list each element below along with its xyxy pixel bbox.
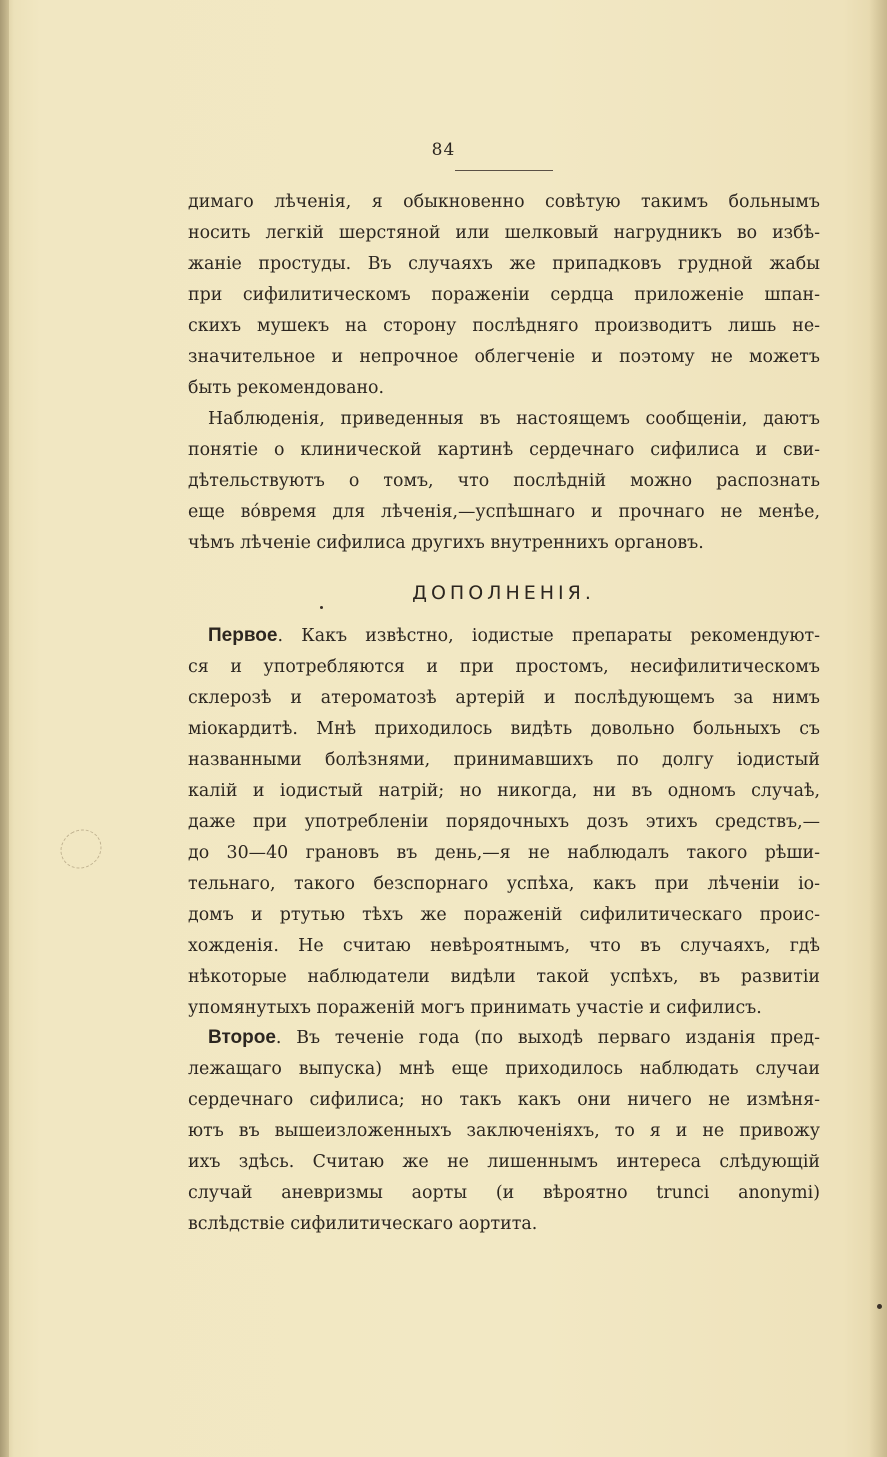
text-line: до 30—40 грановъ въ день,—я не наблюдалъ такого рѣши-: [188, 843, 820, 863]
text-line: названными болѣзнями, принимавшихъ по долгу іодистый: [188, 750, 820, 770]
text-line: понятіе о клинической картинѣ сердечнаго сифилиса и сви-: [188, 440, 820, 460]
text-line: значительное и непрочное облегченіе и поэтому не можетъ: [188, 347, 820, 367]
text-line: ся и употребляются и при простомъ, несифилитическомъ: [188, 657, 820, 677]
text-line: дѣтельствуютъ о томъ, что послѣдній можно распознать: [188, 471, 820, 491]
text-line: сердечнаго сифилиса; но такъ какъ они ничего не измѣня-: [188, 1090, 820, 1110]
addendum-lead-word: Второе: [208, 1027, 276, 1048]
text-line: міокардитѣ. Мнѣ приходилось видѣть довольно больныхъ съ: [188, 719, 820, 739]
addendum-second: [188, 1022, 820, 1240]
text-line: [188, 1022, 820, 1054]
text-line: носить легкій шерстяной или шелковый нагрудникъ во избѣ-: [188, 223, 820, 243]
ink-speck: [320, 606, 323, 609]
page-binding-edge: [0, 0, 9, 1457]
section-heading: ДОПОЛНЕНІЯ.: [412, 582, 595, 604]
text-line: димаго лѣченія, я обыкновенно совѣтую такимъ больнымъ: [188, 192, 820, 212]
text-line: хожденія. Не считаю невѣроятнымъ, что въ случаяхъ, гдѣ: [188, 936, 820, 956]
text-line: нѣкоторые наблюдатели видѣли такой успѣхъ, въ развитіи: [188, 967, 820, 987]
text-line: тельнаго, такого безспорнаго успѣха, какъ при лѣченіи іо-: [188, 874, 820, 894]
text-line: склерозѣ и атероматозѣ артерій и послѣдующемъ за нимъ: [188, 688, 820, 708]
ink-speck: [877, 1304, 882, 1309]
text-line: скихъ мушекъ на сторону послѣдняго производитъ лишь не-: [188, 316, 820, 336]
text-line: быть рекомендовано.: [188, 378, 385, 398]
text-line-rest: . Какъ извѣстно, іодистые препараты рекомендуют-: [277, 626, 820, 646]
addendum-lead-word: Первое: [208, 625, 278, 646]
text-line: Наблюденія, приведенныя въ настоящемъ сообщеніи, даютъ: [208, 409, 820, 429]
text-line: ютъ въ вышеизложенныхъ заключеніяхъ, то я и не привожу: [188, 1121, 820, 1141]
text-line: даже при употребленіи порядочныхъ дозъ этихъ средствъ,—: [188, 812, 820, 832]
text-line: лежащаго выпуска) мнѣ еще приходилось наблюдать случаи: [188, 1059, 820, 1079]
text-line: ихъ здѣсь. Считаю же не лишеннымъ интереса слѣдующій: [188, 1152, 820, 1172]
text-line: еще вóвремя для лѣченія,—успѣшнаго и прочнаго не менѣе,: [188, 502, 820, 522]
text-line: [188, 620, 820, 652]
text-line: при сифилитическомъ пораженіи сердца приложеніе шпан-: [188, 285, 820, 305]
text-line: домъ и ртутью тѣхъ же пораженій сифилитическаго проис-: [188, 905, 820, 925]
text-line-rest: . Въ теченіе года (по выходѣ перваго изданія пред-: [275, 1028, 820, 1048]
page-number-rule: [455, 170, 553, 171]
page-number: 84: [431, 140, 456, 160]
faded-stamp-mark: [53, 822, 108, 876]
text-line: вслѣдствіе сифилитическаго аортита.: [188, 1214, 538, 1234]
text-line: калій и іодистый натрій; но никогда, ни въ одномъ случаѣ,: [188, 781, 820, 801]
text-line: случай аневризмы аорты (и вѣроятно trunci anonymi): [188, 1183, 820, 1203]
paragraph-observations: [188, 404, 820, 559]
text-line: жаніе простуды. Въ случаяхъ же припадковъ грудной жабы: [188, 254, 820, 274]
text-line: упомянутыхъ пораженій могъ принимать участіе и сифилисъ.: [188, 998, 762, 1018]
paragraph-continuation: [188, 187, 820, 404]
addendum-first: [188, 620, 820, 1024]
page-outer-edge: [869, 0, 887, 1457]
text-line: чѣмъ лѣченіе сифилиса другихъ внутреннихъ органовъ.: [188, 533, 704, 553]
